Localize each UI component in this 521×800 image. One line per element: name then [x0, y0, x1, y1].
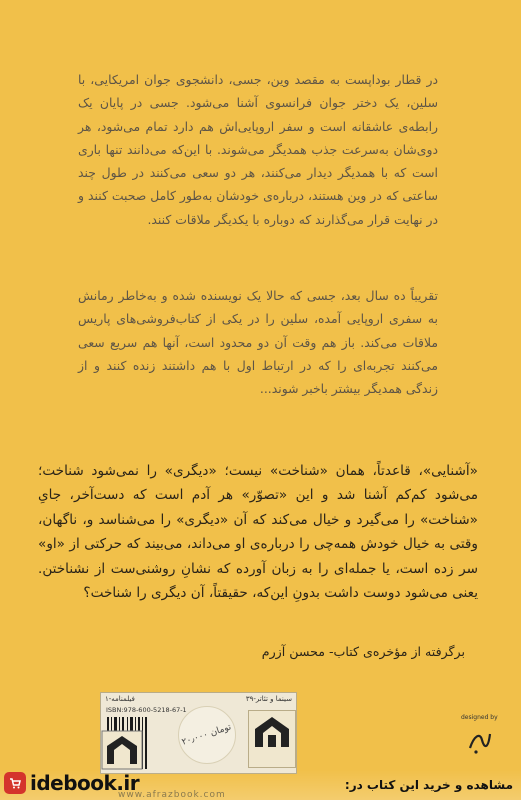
- synopsis-paragraph-2: تقریباً ده سال بعد، جسی که حالا یک نویسنده شده و به‌خاطر رمانش به سفری اروپایی آمده، سلین را در یکی از کتاب‌فروشی‌های پاریس ملاقات می‌کند. باز هم وقت آن دو محدود است، آنها هم سریع سعی می‌کنند تجربه‌ای را که در ارتباط اول با هم داشتند زنده کنند و از زندگی همدیگر بیشتر باخبر شوند...: [78, 288, 438, 397]
- watermark-brand[interactable]: idebook.ir: [30, 771, 140, 795]
- site-watermark: [0, 770, 521, 800]
- publisher-logo-icon: [248, 710, 296, 768]
- cart-logo-icon: [4, 772, 26, 794]
- category-screenplay: فیلمنامه-۱: [105, 695, 135, 703]
- synopsis-paragraph-1: در قطار بوداپست به مقصد وین، جسی، دانشجوی جوان امریکایی، با سلین، یک دختر جوان فرانسوی آشنا می‌شود. جسی در پایان یک رابطه‌ی عاشقانه است و سفر اروپایی‌اش هم دارد تمام می‌شود، هر دوی‌شان به‌سرعت جذب همدیگر می‌شوند. با این‌که می‌دانند تنها باری است که با همدیگر دیدار می‌کنند، هر دو سعی می‌کنند در طول چند ساعتی که در وین هستند، درباره‌ی خودشان به‌طور کامل صحبت کنند و در نهایت قرار می‌گذارند که دوباره با یکدیگر ملاقات کنند.: [78, 72, 438, 227]
- publisher-logo-small-icon: [101, 730, 143, 770]
- category-cinema: سینما و تئاتر-۳۹: [245, 695, 292, 703]
- quote-text: «آشنایی»، قاعدتاً، همان «شناخت» نیست؛ «دیگری» را نمی‌شود شناخت؛ می‌شود کم‌کم آشنا شد و این «تصوّر» هر آدم است که دست‌آخر، جایِ «شناخت» را می‌گیرد و خیال می‌کند که آن «دیگری» را می‌شناسد و، ناگهان، وقتی به خیال خودش همه‌چی را درباره‌ی او می‌داند، می‌بیند که حرکتی از «او» سر زده است، یا جمله‌ای را به زبان آورده که نشانِ روشنی‌ست از نشناختن. یعنی می‌شود دوست داشت بدونِ این‌که، حقیقتاً، آن دیگری را شناخت؟: [38, 463, 478, 602]
- price-sticker: [178, 706, 236, 764]
- designer-signature-icon: [466, 726, 494, 756]
- isbn-text: ISBN:978-600-5218-67-1: [106, 706, 187, 714]
- designed-by-label: designed by: [461, 714, 498, 721]
- watermark-caption: مشاهده و خرید این کتاب در:: [344, 778, 513, 792]
- barcode-categories: [105, 695, 292, 703]
- watermark-url[interactable]: www.afrazbook.com: [118, 790, 226, 800]
- quote-credit: برگرفته از مؤخره‌ی کتاب- محسن آزرم: [261, 644, 465, 659]
- price-text: ۲۰٫۰۰۰ تومان: [181, 722, 233, 748]
